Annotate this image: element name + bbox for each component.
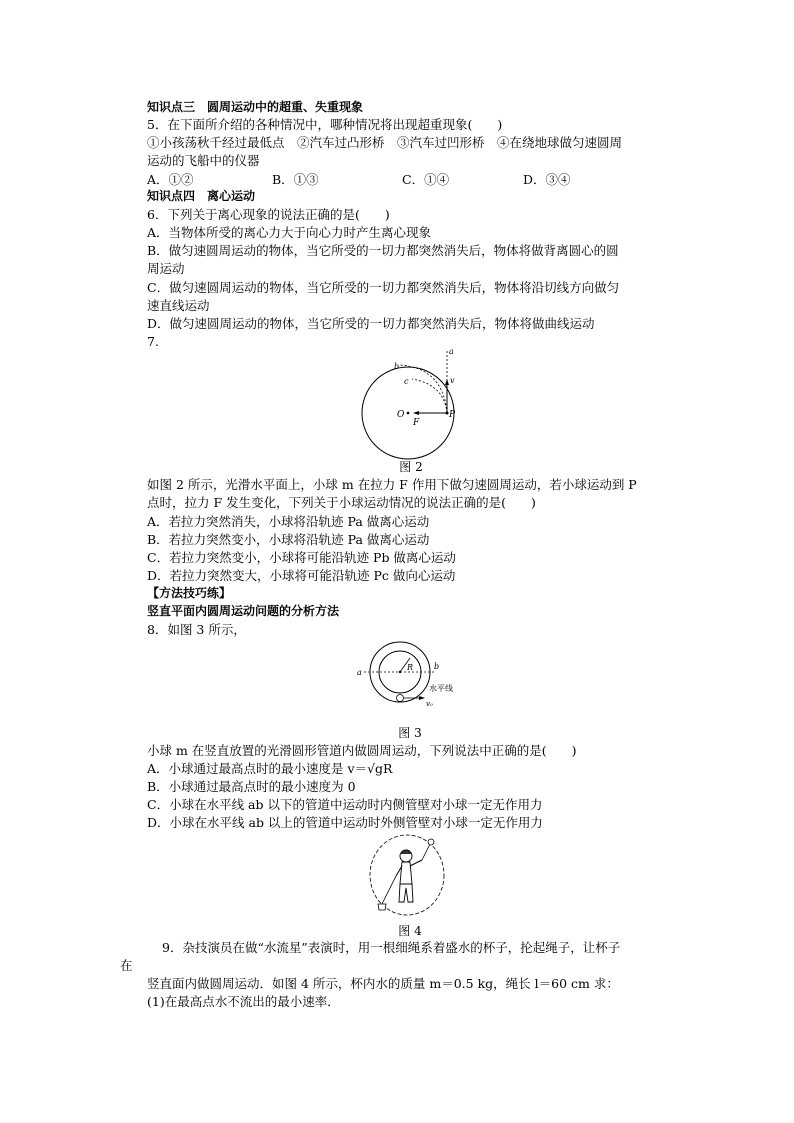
q7-option-c: C．若拉力突然变小，小球将可能沿轨迹 Pb 做离心运动	[147, 550, 456, 565]
figure-2-caption: 图 2	[399, 460, 423, 474]
figure-3-caption: 图 3	[398, 726, 422, 740]
q6-stem: 6．下列关于离心现象的说法正确的是( )	[147, 207, 390, 222]
q5-line3: 运动的飞船中的仪器	[147, 153, 260, 168]
q6-option-c-line2: 速直线运动	[147, 298, 210, 313]
q9-line1: 9．杂技演员在做“水流星”表演时，用一根细绳系着盛水的杯子，抡起绳子，让杯子	[162, 940, 621, 955]
fig3-label-R: R	[407, 663, 414, 672]
q8-body: 小球 m 在竖直放置的光滑圆形管道内做圆周运动，下列说法中正确的是( )	[147, 743, 577, 758]
q7-stem-line2: 点时，拉力 F 发生变化，下列关于小球运动情况的说法正确的是( )	[147, 495, 536, 510]
q9-line1-wrap: 在	[120, 958, 133, 973]
q6-option-d: D．做匀速圆周运动的物体，当它所受的一切力都突然消失后，物体将做曲线运动	[147, 316, 595, 331]
q9-line3: (1)在最高点水不流出的最小速率．	[147, 994, 340, 1009]
q7-number: 7.	[147, 334, 159, 349]
fig3-label-level: 水平线	[429, 684, 453, 693]
figure-4-caption: 图 4	[398, 924, 422, 938]
fig2-label-a: a	[449, 347, 454, 356]
section4-title: 知识点四 离心运动	[147, 189, 256, 203]
methods-subtitle: 竖直平面内圆周运动问题的分析方法	[147, 604, 340, 618]
fig2-label-F: F	[413, 418, 420, 428]
q7-option-d: D．若拉力突然变大，小球将可能沿轨迹 Pc 做向心运动	[147, 568, 456, 583]
fig2-label-b: b	[394, 362, 400, 371]
q8-option-c: C．小球在水平线 ab 以下的管道中运动时内侧管壁对小球一定无作用力	[147, 797, 543, 812]
fig3-label-b: b	[434, 662, 440, 671]
q6-option-b-line2: 周运动	[147, 261, 185, 276]
q5-option-d: D．③④	[523, 172, 571, 187]
figure-4	[366, 832, 448, 920]
q8-stem: 8．如图 3 所示，	[147, 622, 246, 637]
fig2-label-c: c	[404, 377, 409, 386]
q5-option-b: B．①③	[272, 172, 319, 187]
fig2-label-O: O	[397, 410, 405, 420]
q6-option-b-line1: B．做匀速圆周运动的物体，当它所受的一切力都突然消失后，物体将做背离圆心的圆	[147, 243, 619, 258]
q7-option-a: A．若拉力突然消失，小球将沿轨迹 Pa 做离心运动	[147, 514, 430, 529]
figure-3	[350, 640, 470, 720]
q7-option-b: B．若拉力突然变小，小球将沿轨迹 Pa 做离心运动	[147, 532, 430, 547]
fig2-label-v: v	[450, 376, 455, 385]
q6-option-c-line1: C．做匀速圆周运动的物体，当它所受的一切力都突然消失后，物体将沿切线方向做匀	[147, 280, 620, 295]
q8-option-b: B．小球通过最高点时的最小速度为 0	[147, 779, 356, 794]
figure-2	[355, 345, 465, 455]
q5-option-c: C．①④	[402, 172, 450, 187]
q7-stem-line1: 如图 2 所示，光滑水平面上，小球 m 在拉力 F 作用下做匀速圆周运动，若小球运动到 P	[147, 477, 637, 492]
fig2-label-P: P	[449, 410, 456, 420]
q8-option-a: A．小球通过最高点时的最小速度是 v＝√gR	[147, 761, 393, 776]
q9-line2: 竖直面内做圆周运动．如图 4 所示，杯内水的质量 m＝0.5 kg，绳长 l＝60 cm 求：	[147, 976, 619, 991]
q5-line2: ①小孩荡秋千经过最低点 ②汽车过凸形桥 ③汽车过凹形桥 ④在绕地球做匀速圆周	[147, 135, 623, 150]
fig3-label-v0: v₀	[426, 700, 433, 708]
q6-option-a: A．当物体所受的离心力大于向心力时产生离心现象	[147, 225, 432, 240]
methods-title: 【方法技巧练】	[147, 586, 232, 600]
q5-stem: 5．在下面所介绍的各种情况中，哪种情况将出现超重现象( )	[147, 117, 503, 132]
q8-option-d: D．小球在水平线 ab 以上的管道中运动时外侧管壁对小球一定无作用力	[147, 815, 543, 830]
fig3-label-a: a	[357, 668, 362, 677]
section3-title: 知识点三 圆周运动中的超重、失重现象	[147, 100, 364, 114]
q5-option-a: A．①②	[147, 172, 194, 187]
